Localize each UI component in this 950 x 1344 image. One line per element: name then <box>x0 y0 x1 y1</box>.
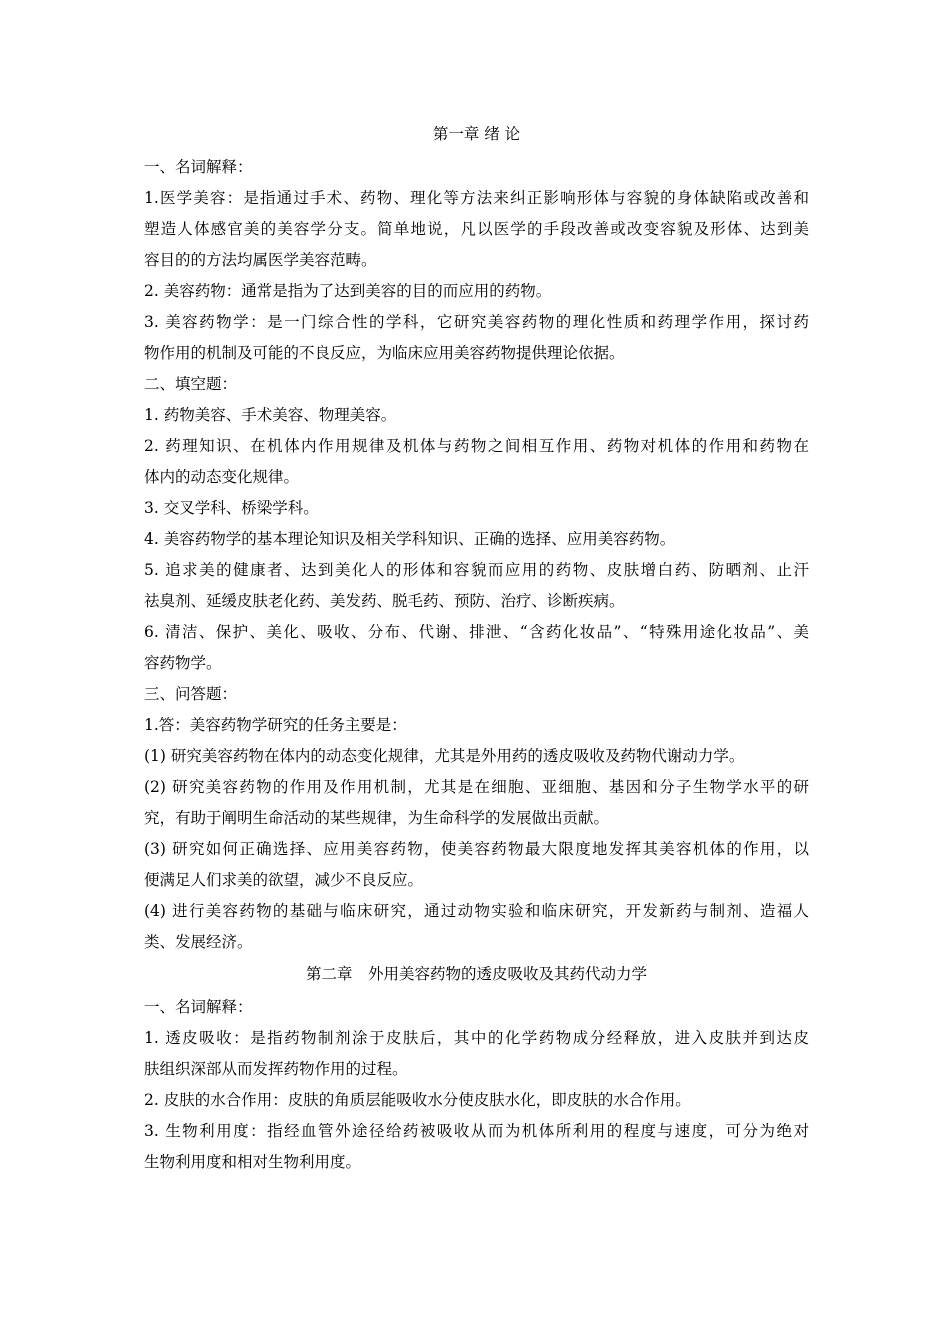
text-line: (3) 研究如何正确选择、应用美容药物，使美容药物最大限度地发挥其美容机体的作用，以 <box>144 840 809 858</box>
text-line: 1.答：美容药物学研究的任务主要是： <box>144 716 407 734</box>
chapter-1-section-1-heading: 一、名词解释： <box>144 158 253 176</box>
chapter-2-title: 第二章 外用美容药物的透皮吸收及其药代动力学 <box>305 965 647 983</box>
list-item <box>144 617 809 679</box>
text-line: 1. 透皮吸收：是指药物制剂涂于皮肤后，其中的化学药物成分经释放，进入皮肤并到达皮 <box>144 1029 809 1047</box>
text-line: 3. 美容药物学：是一门综合性的学科，它研究美容药物的理化性质和药理学作用，探讨药 <box>144 313 809 331</box>
list-item <box>144 1023 809 1085</box>
text-line: 肤组织深部从而发挥药物作用的过程。 <box>144 1060 408 1078</box>
list-item <box>144 1116 809 1178</box>
list-item <box>144 741 809 772</box>
chapter-1-title: 第一章 绪 论 <box>432 125 521 143</box>
text-line: 体内的动态变化规律。 <box>144 468 300 486</box>
list-item <box>144 276 809 307</box>
text-line: 祛臭剂、延缓皮肤老化药、美发药、脱毛药、预防、治疗、诊断疾病。 <box>144 592 625 610</box>
list-item <box>144 400 809 431</box>
text-line: (2) 研究美容药物的作用及作用机制，尤其是在细胞、亚细胞、基因和分子生物学水平的研 <box>144 778 809 796</box>
list-item <box>144 307 809 369</box>
text-line: 便满足人们求美的欲望，减少不良反应。 <box>144 871 424 889</box>
text-line: (1) 研究美容药物在体内的动态变化规律，尤其是外用药的透皮吸收及药物代谢动力学。 <box>144 747 745 765</box>
list-item <box>144 555 809 617</box>
text-line: 5. 追求美的健康者、达到美化人的形体和容貌而应用的药物、皮肤增白药、防晒剂、止汗 <box>144 561 809 579</box>
text-line: 究，有助于阐明生命活动的某些规律，为生命科学的发展做出贡献。 <box>144 809 610 827</box>
list-item <box>144 183 809 276</box>
text-line: 2. 皮肤的水合作用：皮肤的角质层能吸收水分使皮肤水化，即皮肤的水合作用。 <box>144 1091 691 1109</box>
list-item <box>144 524 809 555</box>
text-line: 2. 美容药物：通常是指为了达到美容的目的而应用的药物。 <box>144 282 552 300</box>
chapter-2-section-1-heading: 一、名词解释： <box>144 998 253 1016</box>
chapter-1-section-2-heading: 二、填空题： <box>144 375 238 393</box>
list-item <box>144 896 809 958</box>
text-line: 1. 药物美容、手术美容、物理美容。 <box>144 406 397 424</box>
text-line: 物作用的机制及可能的不良反应，为临床应用美容药物提供理论依据。 <box>144 344 625 362</box>
list-item <box>144 1085 809 1116</box>
text-line: 3. 生物利用度：指经血管外途径给药被吸收从而为机体所利用的程度与速度，可分为绝对 <box>144 1122 809 1140</box>
text-line: 容药物学。 <box>144 654 222 672</box>
list-item <box>144 710 809 741</box>
text-line: 生物利用度和相对生物利用度。 <box>144 1153 362 1171</box>
text-line: 6. 清洁、保护、美化、吸收、分布、代谢、排泄、“含药化妆品”、“特殊用途化妆品”、美 <box>144 623 809 641</box>
text-line: 类、发展经济。 <box>144 933 253 951</box>
text-line: 3. 交叉学科、桥梁学科。 <box>144 499 319 517</box>
text-line: 塑造人体感官美的美容学分支。简单地说，凡以医学的手段改善或改变容貌及形体、达到美 <box>144 220 809 238</box>
list-item <box>144 493 809 524</box>
chapter-1-section-2-list <box>144 400 809 679</box>
text-line: 4. 美容药物学的基本理论知识及相关学科知识、正确的选择、应用美容药物。 <box>144 530 676 548</box>
chapter-1-section-3-list <box>144 710 809 958</box>
text-line: 容目的的方法均属医学美容范畴。 <box>144 251 377 269</box>
list-item <box>144 772 809 834</box>
text-line: 1.医学美容：是指通过手术、药物、理化等方法来纠正影响形体与容貌的身体缺陷或改善和 <box>144 189 809 207</box>
chapter-1-section-3-heading: 三、问答题： <box>144 685 238 703</box>
list-item <box>144 834 809 896</box>
chapter-2-section-1-list <box>144 1023 809 1178</box>
list-item <box>144 431 809 493</box>
text-line: (4) 进行美容药物的基础与临床研究，通过动物实验和临床研究，开发新药与制剂、造福人 <box>144 902 809 920</box>
document-page <box>144 118 809 1178</box>
text-line: 2. 药理知识、在机体内作用规律及机体与药物之间相互作用、药物对机体的作用和药物在 <box>144 437 809 455</box>
chapter-1-section-1-list <box>144 183 809 369</box>
